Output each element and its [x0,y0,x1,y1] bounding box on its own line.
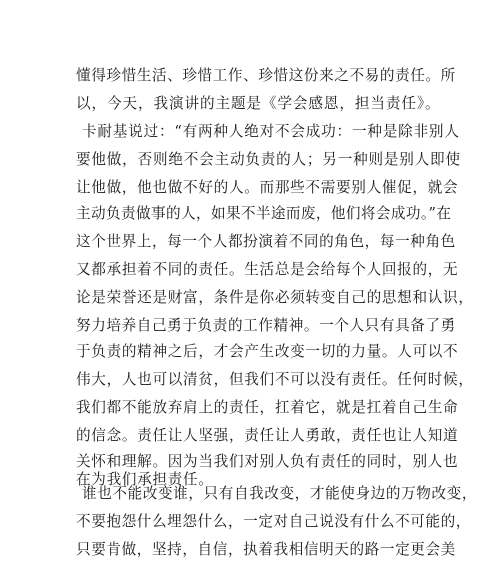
text-line-content: 只要肯做，坚持，自信，执着我相信明天的路一定更会美 [76,541,456,558]
text-line [0,118,500,146]
text-line [0,536,500,564]
text-line-content: 要他做，否则绝不会主动负责的人；另一种则是别人即使 [76,151,461,168]
text-line-content: 于负责的精神之后，才会产生改变一切的力量。人可以不 [76,343,459,360]
text-line-content: 懂得珍惜生活、珍惜工作、珍惜这份来之不易的责任。所 [76,67,456,84]
text-line [0,284,500,312]
text-line [0,62,500,90]
text-line [0,174,500,202]
text-line [0,256,500,284]
text-line [0,200,500,228]
text-line [0,394,500,422]
text-line-content: 的信念。责任让人坚强，责任让人勇敢，责任也让人知道 [76,427,459,444]
text-line-content: 努力培养自己勇于负责的工作精神。一个人只有具备了勇 [76,317,456,334]
text-line-content: 关怀和理解。因为当我们对别人负有责任的同时，别人也 [76,453,459,470]
text-line-content: 又都承担着不同的责任。生活总是会给每个人回报的，无 [76,261,459,278]
text-line [0,508,500,536]
text-line [0,312,500,340]
text-line-content: 让他做，他也做不好的人。而那些不需要别人催促，就会 [76,179,459,196]
text-line [0,228,500,256]
text-line [0,338,500,366]
text-line-content: 谁也不能改变谁，只有自我改变，才能使身边的万物改变， [82,485,478,502]
text-line-content: 我们都不能放弃肩上的责任，扛着它，就是扛着自己生命 [76,399,459,416]
text-line-content: 卡耐基说过：“有两种人绝对不会成功：一种是除非别人 [82,123,460,140]
text-line [0,466,500,494]
text-line-content: 不要抱怨什么埋怨什么，一定对自己说没有什么不可能的， [76,513,472,530]
text-line-content: 伟大，人也可以清贫，但我们不可以没有责任。任何时候， [76,371,474,388]
text-line-content: 在为我们承担责任。 [76,471,214,488]
text-line [0,366,500,394]
text-line-content: 论是荣誉还是财富，条件是你必须转变自己的思想和认识， [76,289,474,306]
text-line [0,90,500,118]
text-line-content: 主动负责做事的人，如果不半途而废，他们将会成功。”在 [76,205,452,222]
text-line-content: 以，今天，我演讲的主题是《学会感恩，担当责任》。 [76,95,441,112]
text-line [0,146,500,174]
text-line [0,422,500,450]
text-line-content: 这个世界上，每一个人都扮演着不同的角色，每一种角色 [76,233,456,250]
